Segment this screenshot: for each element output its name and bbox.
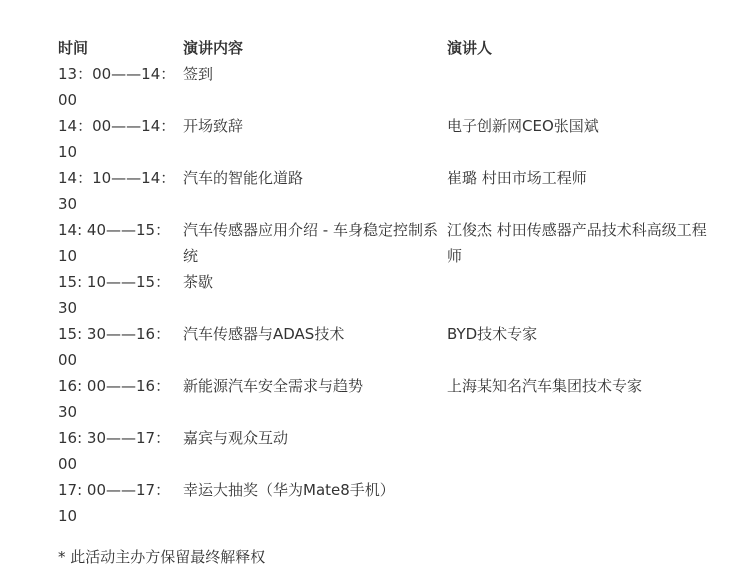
time-cell (58, 61, 183, 113)
table-row (58, 321, 718, 373)
table-row (58, 373, 718, 425)
time-end: 10 (58, 507, 78, 525)
time-cell (58, 477, 183, 529)
time-end: 30 (58, 299, 78, 317)
time-start: 17: 00——17： (58, 481, 171, 499)
content-cell: 汽车传感器与ADAS技术 (183, 325, 345, 343)
time-cell (58, 425, 183, 477)
table-row (58, 477, 718, 529)
time-cell (58, 113, 183, 165)
time-end: 30 (58, 195, 78, 213)
speaker-cell (447, 425, 718, 477)
time-end: 30 (58, 403, 78, 421)
time-end: 00 (58, 91, 78, 109)
time-cell (58, 165, 183, 217)
content-cell: 幸运大抽奖（华为Mate8手机） (183, 481, 395, 499)
time-end: 10 (58, 143, 78, 161)
table-row (58, 425, 718, 477)
schedule-table (58, 33, 718, 529)
header-row (58, 33, 718, 61)
header-speaker: 演讲人 (447, 39, 493, 57)
time-start: 16: 30——17： (58, 429, 171, 447)
content-cell: 嘉宾与观众互动 (183, 429, 289, 447)
time-end: 10 (58, 247, 78, 265)
time-cell (58, 269, 183, 321)
time-start: 15: 30——16： (58, 325, 171, 343)
speaker-cell: 上海某知名汽车集团技术专家 (447, 377, 643, 395)
table-row (58, 61, 718, 113)
header-time: 时间 (58, 39, 89, 57)
disclaimer-note: * 此活动主办方保留最终解释权 (58, 548, 266, 566)
time-start: 13：00——14： (58, 65, 176, 83)
table-row (58, 269, 718, 321)
table-row (58, 113, 718, 165)
time-cell (58, 321, 183, 373)
table-row (58, 165, 718, 217)
speaker-cell (447, 269, 718, 321)
content-cell: 茶歇 (183, 273, 214, 291)
speaker-cell: 电子创新网CEO张国斌 (447, 117, 599, 135)
content-cell: 汽车传感器应用介绍 - 车身稳定控制系统 (183, 221, 438, 265)
time-cell (58, 217, 183, 269)
time-cell (58, 373, 183, 425)
speaker-cell (447, 61, 718, 113)
speaker-cell (447, 477, 718, 529)
time-end: 00 (58, 455, 78, 473)
schedule-body (58, 61, 718, 529)
content-cell: 新能源汽车安全需求与趋势 (183, 377, 364, 395)
time-start: 14：00——14： (58, 117, 176, 135)
time-start: 16: 00——16： (58, 377, 171, 395)
content-cell: 开场致辞 (183, 117, 244, 135)
table-row (58, 217, 718, 269)
time-start: 14：10——14： (58, 169, 176, 187)
header-content: 演讲内容 (183, 39, 244, 57)
speaker-cell: BYD技术专家 (447, 325, 538, 343)
schedule-header (58, 33, 718, 61)
content-cell: 签到 (183, 65, 214, 83)
time-end: 00 (58, 351, 78, 369)
speaker-cell: 江俊杰 村田传感器产品技术科高级工程师 (447, 221, 707, 265)
time-start: 15: 10——15： (58, 273, 171, 291)
content-cell: 汽车的智能化道路 (183, 169, 304, 187)
time-start: 14: 40——15： (58, 221, 171, 239)
speaker-cell: 崔璐 村田市场工程师 (447, 169, 587, 187)
